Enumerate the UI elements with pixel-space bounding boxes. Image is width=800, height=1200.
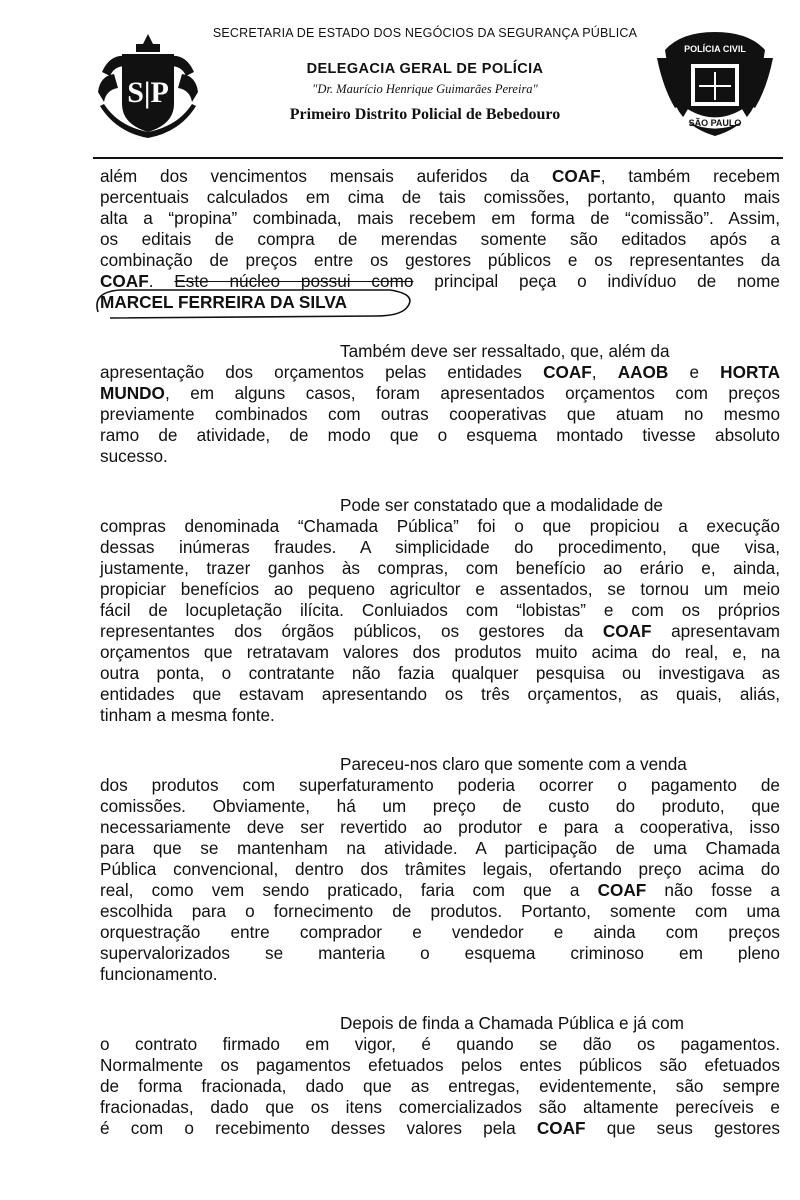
paragraph-4: Pareceu-nos claro que somente com a venda dos produtos com superfaturamento poderia ocorrer o pagamento de comissões. Obviamente, há um preço de custo do produto, que necessariamente deve ser revertido ao produtor e para a cooperativa, isso para que se mantenham na atividade. A participação de uma Chamada Pública convencional, dentro dos trâmites legais, ofertando preço acima do real, como vem sendo praticado, faria com que a COAF não fosse a escolhida para o fornecimento de produtos. Portanto, somente com uma orquestração entre comprador e vendedor e ainda com preços supervalorizados se manteria o esquema criminoso em pleno funcionamento. (100, 754, 780, 984)
struck-text: Este núcleo possui como (174, 271, 414, 291)
svg-text:SÃO PAULO: SÃO PAULO (688, 118, 742, 128)
handwritten-circle (90, 286, 420, 320)
secretariat-title: SECRETARIA DE ESTADO DOS NEGÓCIOS DA SEGURANÇA PÚBLICA (212, 26, 638, 40)
svg-text:S|P: S|P (127, 76, 169, 109)
paragraph-2: Também deve ser ressaltado, que, além da apresentação dos orçamentos pelas entidades COAF, AAOB e HORTA MUNDO, em alguns casos, foram apresentados orçamentos com preços previamente combinados com outras cooperativas que atuam no mesmo ramo de atividade, de modo que o esquema montado tivesse absoluto sucesso. (100, 341, 780, 466)
department-title: DELEGACIA GERAL DE POLÍCIA (306, 61, 544, 77)
policia-civil-badge (655, 28, 775, 140)
paragraph-1: além dos vencimentos mensais auferidos da COAF, também recebem percentuais calculados em cima de tais comissões, portanto, quanto mais alta a “propina” combinada, mais recebem em forma de “comissão”. Assim, os editais de compra de merendas somente são editados após a combinação de preços entre os gestores públicos e os representantes da COAF. Este núcleo possui como principal peça o indivíduo de nome MARCEL FERREIRA DA SILVA (100, 166, 780, 313)
document-body (100, 166, 780, 1167)
circled-name: MARCEL FERREIRA DA SILVA (100, 292, 347, 313)
paragraph-5: Depois de finda a Chamada Pública e já com o contrato firmado em vigor, é quando se dão os pagamentos. Normalmente os pagamentos efetuados pelos entes públicos são efetuados de forma fracionada, dado que as entregas, evidentemente, são sempre fracionadas, dado que os itens comercializados são altamente perecíveis e é com o recebimento desses valores pela COAF que seus gestores (100, 1013, 780, 1138)
letterhead (0, 0, 800, 160)
sao-paulo-state-coat-of-arms (96, 32, 200, 142)
header-divider (93, 157, 783, 159)
paragraph-3: Pode ser constatado que a modalidade de compras denominada “Chamada Pública” foi o que propiciou a execução dessas inúmeras fraudes. A simplicidade do procedimento, que visa, justamente, trazer ganhos às compras, com benefício ao erário e, ainda, propiciar benefícios ao pequeno agricultor e assentados, se tornou um meio fácil de locupletação ilícita. Conluiados com “lobistas” e com os próprios representantes dos órgãos públicos, os gestores da COAF apresentavam orçamentos que retratavam valores dos produtos muito acima do real, e, na outra ponta, o contratante não fazia qualquer pesquisa ou investigava as entidades que estavam apresentando os três orçamentos, as quais, aliás, tinham a mesma fonte. (100, 495, 780, 725)
district-title: Primeiro Distrito Policial de Bebedouro (289, 106, 561, 123)
svg-text:POLÍCIA CIVIL: POLÍCIA CIVIL (684, 44, 746, 54)
dedication-line: "Dr. Maurício Henrique Guimarães Pereira" (312, 82, 538, 96)
